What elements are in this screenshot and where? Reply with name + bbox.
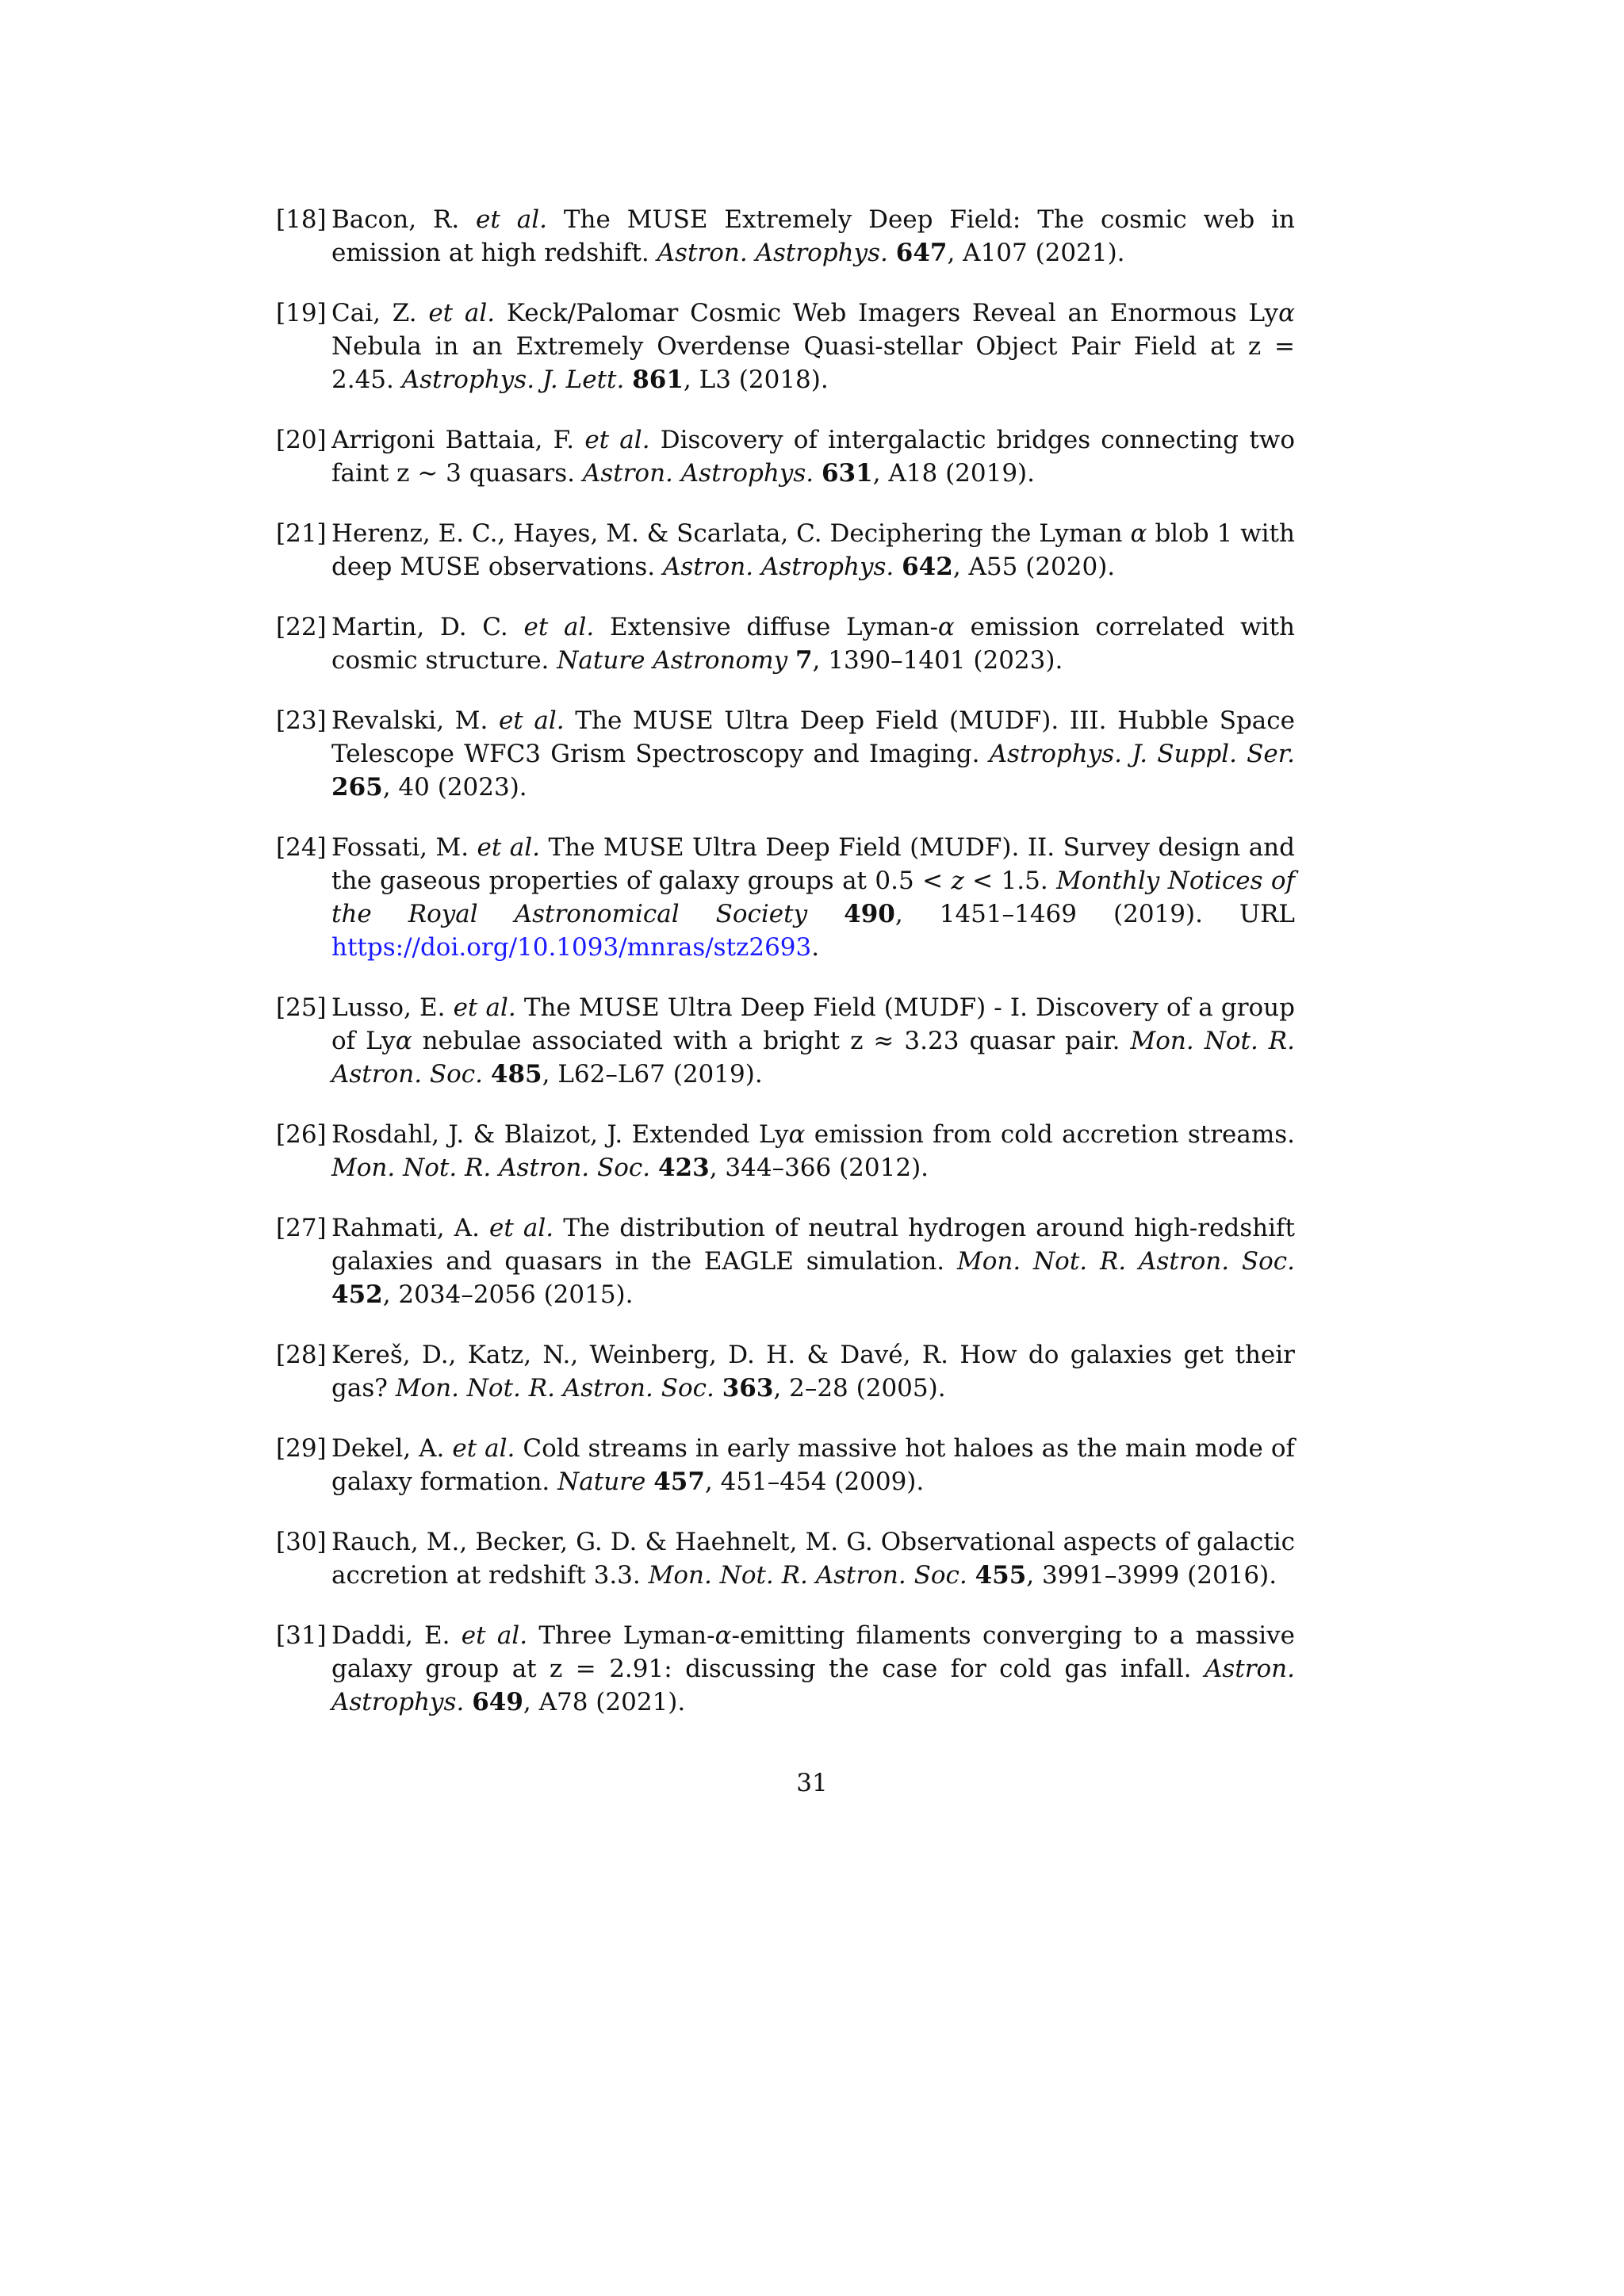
reference-number: [30] (276, 1528, 327, 1556)
reference-segment: , 344–366 (2012). (709, 1154, 929, 1182)
reference-segment: Three Lyman- (527, 1621, 715, 1650)
reference-segment: , A107 (2021). (947, 239, 1125, 267)
italic-text: Mon. Not. R. Astron. Soc. (331, 1154, 651, 1182)
reference-item (276, 423, 1295, 490)
italic-text: Mon. Not. R. Astron. Soc. (395, 1374, 714, 1402)
italic-text: et al. (584, 426, 650, 454)
reference-text (331, 299, 1295, 394)
italic-text: α (395, 1027, 412, 1055)
italic-text: Mon. Not. R. Astron. Soc. (648, 1561, 967, 1590)
reference-segment: , 40 (2023). (382, 773, 527, 802)
italic-text: z (951, 867, 964, 895)
reference-segment: Rosdahl, J. & Blaizot, J. Extended Ly (331, 1120, 789, 1149)
reference-item (276, 991, 1295, 1091)
reference-item (276, 704, 1295, 804)
reference-segment (650, 1154, 658, 1182)
italic-text: Nature Astronomy (557, 646, 788, 675)
reference-segment: Extensive diffuse Lyman- (594, 613, 938, 641)
reference-segment: < 1.5. (963, 867, 1057, 895)
reference-segment (464, 1688, 472, 1716)
reference-segment: Cai, Z. (331, 299, 429, 327)
volume-number: 642 (902, 553, 953, 581)
reference-item (276, 517, 1295, 584)
volume-number: 485 (490, 1060, 542, 1089)
reference-segment (807, 900, 844, 928)
italic-text: et al. (476, 205, 547, 234)
reference-segment: , L62–L67 (2019). (542, 1060, 763, 1089)
reference-number: [29] (276, 1434, 327, 1463)
volume-number: 363 (722, 1374, 774, 1402)
reference-number: [24] (276, 833, 327, 862)
reference-text (331, 519, 1295, 581)
italic-text: α (788, 1120, 806, 1149)
reference-segment: Martin, D. C. (331, 613, 524, 641)
reference-text (331, 1621, 1295, 1716)
italic-text: Astrophys. J. Lett. (401, 365, 625, 394)
italic-text: et al. (452, 1434, 515, 1463)
reference-segment: -emitting filaments converging to a massive galaxy group at z = 2.91: discussing the case for cold gas infall. (331, 1621, 1295, 1683)
volume-number: 265 (331, 773, 383, 802)
italic-text: Nature (557, 1468, 646, 1496)
reference-segment: Rahmati, A. (331, 1214, 489, 1242)
reference-segment: Discovery of intergalactic bridges connecting two faint z ∼ 3 quasars. (331, 426, 1295, 488)
reference-segment: Rauch, M., Becker, G. D. & Haehnelt, M. G. Observational aspects of galactic accretion at redshift 3.3. (331, 1528, 1295, 1590)
reference-item (276, 1338, 1295, 1405)
italic-text: et al. (523, 613, 595, 641)
reference-segment: Lusso, E. (331, 993, 454, 1022)
italic-text: et al. (461, 1621, 528, 1650)
reference-segment: Dekel, A. (331, 1434, 453, 1463)
reference-item (276, 1525, 1295, 1592)
reference-text (331, 613, 1295, 675)
reference-segment: The distribution of neutral hydrogen around high-redshift galaxies and quasars in the EAGLE simulation. (331, 1214, 1295, 1276)
reference-text (331, 1528, 1295, 1590)
reference-text (331, 993, 1295, 1089)
reference-segment (894, 553, 902, 581)
reference-segment (483, 1060, 491, 1089)
volume-number: 861 (632, 365, 684, 394)
reference-segment: The MUSE Ultra Deep Field (MUDF). II. Survey design and the gaseous properties of galaxy groups at 0.5 < (331, 833, 1295, 895)
italic-text: et al. (477, 833, 540, 862)
volume-number: 423 (657, 1154, 710, 1182)
reference-item (276, 1118, 1295, 1184)
reference-segment: The MUSE Ultra Deep Field (MUDF). III. Hubble Space Telescope WFC3 Grism Spectroscopy and Imaging. (331, 706, 1295, 768)
reference-segment (888, 239, 896, 267)
reference-segment: Keck/Palomar Cosmic Web Imagers Reveal an Enormous Ly (495, 299, 1279, 327)
reference-segment: Nebula in an Extremely Overdense Quasi-stellar Object Pair Field at z = 2.45. (331, 332, 1295, 394)
volume-number: 457 (653, 1468, 705, 1496)
reference-text (331, 1434, 1295, 1496)
reference-text (331, 1214, 1295, 1309)
reference-item (276, 1432, 1295, 1498)
reference-segment: , L3 (2018). (683, 365, 829, 394)
italic-text: Astron. Astrophys. (663, 553, 894, 581)
italic-text: Astrophys. J. Suppl. Ser. (989, 740, 1295, 768)
reference-segment: , 2–28 (2005). (773, 1374, 946, 1402)
page-number: 31 (796, 1769, 828, 1797)
reference-segment (714, 1374, 722, 1402)
reference-text (331, 205, 1295, 267)
italic-text: Astron. Astrophys. (331, 1655, 1295, 1716)
volume-number: 490 (844, 900, 895, 928)
reference-segment (645, 1468, 653, 1496)
italic-text: Mon. Not. R. Astron. Soc. (331, 1027, 1295, 1089)
reference-segment: emission correlated with cosmic structure. (331, 613, 1295, 675)
reference-number: [25] (276, 993, 327, 1022)
italic-text: et al. (489, 1214, 554, 1242)
reference-segment (814, 459, 822, 488)
volume-number: 649 (472, 1688, 523, 1716)
reference-number: [19] (276, 299, 327, 327)
reference-segment: , 2034–2056 (2015). (382, 1280, 634, 1309)
reference-segment: , A18 (2019). (872, 459, 1036, 488)
reference-text (331, 1120, 1295, 1182)
reference-number: [20] (276, 426, 327, 454)
reference-segment (967, 1561, 975, 1590)
italic-text: et al. (453, 993, 516, 1022)
reference-segment: The MUSE Extremely Deep Field: The cosmic web in emission at high redshift. (331, 205, 1295, 267)
doi-link[interactable]: https://doi.org/10.1093/mnras/stz2693 (331, 933, 812, 962)
italic-text: Astron. Astrophys. (582, 459, 814, 488)
reference-text (331, 426, 1295, 488)
reference-segment: Daddi, E. (331, 1621, 462, 1650)
reference-item (276, 610, 1295, 677)
reference-number: [28] (276, 1341, 327, 1369)
reference-text (331, 706, 1295, 802)
reference-number: [18] (276, 205, 327, 234)
reference-segment: , 3991–3999 (2016). (1026, 1561, 1277, 1590)
volume-number: 7 (795, 646, 813, 675)
reference-number: [31] (276, 1621, 327, 1650)
reference-number: [23] (276, 706, 327, 735)
italic-text: α (1130, 519, 1147, 548)
italic-text: α (714, 1621, 732, 1650)
italic-text: Astron. Astrophys. (657, 239, 888, 267)
reference-segment: , A55 (2020). (952, 553, 1116, 581)
italic-text: et al. (428, 299, 496, 327)
reference-item (276, 1211, 1295, 1311)
reference-text (331, 1341, 1295, 1402)
reference-segment: The MUSE Ultra Deep Field (MUDF) - I. Discovery of a group of Ly (331, 993, 1295, 1055)
italic-text: α (937, 613, 955, 641)
reference-segment (624, 365, 632, 394)
volume-number: 455 (975, 1561, 1027, 1590)
reference-segment: . (811, 933, 820, 962)
reference-segment (787, 646, 795, 675)
reference-segment: blob 1 with deep MUSE observations. (331, 519, 1295, 581)
reference-segment: nebulae associated with a bright z ≈ 3.23 quasar pair. (412, 1027, 1131, 1055)
reference-segment: Arrigoni Battaia, F. (331, 426, 585, 454)
reference-segment: , 1451–1469 (2019). URL (894, 900, 1295, 928)
reference-segment: , 451–454 (2009). (704, 1468, 925, 1496)
reference-item (276, 1619, 1295, 1719)
reference-segment: Kereš, D., Katz, N., Weinberg, D. H. & Davé, R. How do galaxies get their gas? (331, 1341, 1295, 1402)
reference-number: [22] (276, 613, 327, 641)
italic-text: Mon. Not. R. Astron. Soc. (956, 1247, 1296, 1276)
volume-number: 631 (821, 459, 873, 488)
reference-number: [26] (276, 1120, 327, 1149)
volume-number: 452 (331, 1280, 383, 1309)
reference-segment: , 1390–1401 (2023). (812, 646, 1063, 675)
italic-text: Monthly Notices of the Royal Astronomical Society (331, 867, 1296, 928)
reference-item (276, 297, 1295, 396)
reference-segment: , A78 (2021). (523, 1688, 686, 1716)
reference-segment: Fossati, M. (331, 833, 477, 862)
reference-number: [27] (276, 1214, 327, 1242)
reference-segment: Cold streams in early massive hot haloes as the main mode of galaxy formation. (331, 1434, 1295, 1496)
reference-segment: Bacon, R. (331, 205, 477, 234)
reference-segment: emission from cold accretion streams. (805, 1120, 1295, 1149)
reference-list (276, 203, 1295, 1746)
italic-text: et al. (498, 706, 565, 735)
reference-segment: Herenz, E. C., Hayes, M. & Scarlata, C. Deciphering the Lyman (331, 519, 1131, 548)
volume-number: 647 (895, 239, 948, 267)
reference-segment: Revalski, M. (331, 706, 499, 735)
reference-item (276, 831, 1295, 964)
reference-item (276, 203, 1295, 270)
reference-text (331, 833, 1295, 962)
reference-number: [21] (276, 519, 327, 548)
italic-text: α (1278, 299, 1295, 327)
